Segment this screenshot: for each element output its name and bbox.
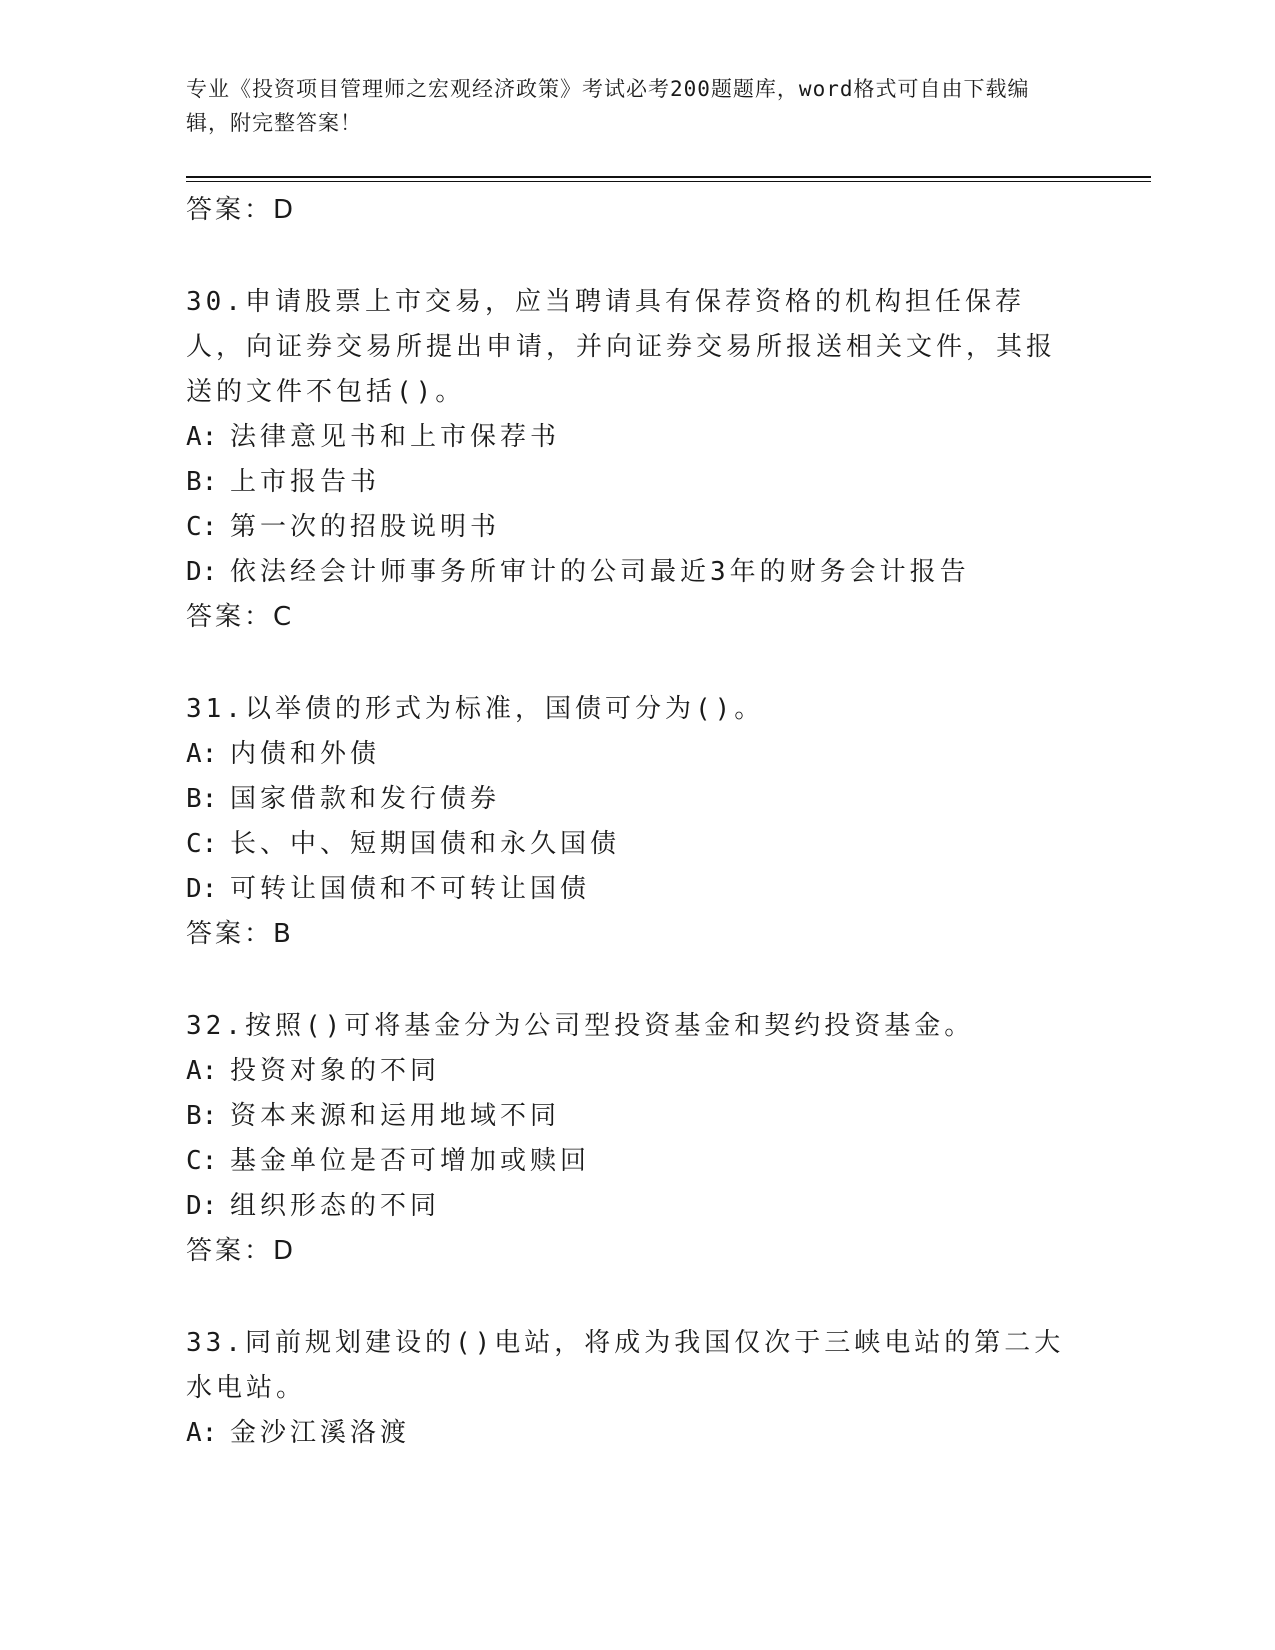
header-divider (186, 176, 1151, 182)
answer-label: 答案：D (186, 195, 297, 225)
option-a (186, 415, 1066, 460)
question-text: 30.申请股票上市交易，应当聘请具有保荐资格的机构担任保荐人，向证券交易所提出申请，并向证券交易所报送相关文件，其报送的文件不包括()。 (186, 287, 1057, 407)
document-title: 专业《投资项目管理师之宏观经济政策》考试必考200题题库，word格式可自由下载编辑，附完整答案！ (186, 77, 1030, 135)
option-text: 国家借款和发行债券 (230, 784, 501, 814)
option-text: 金沙江溪洛渡 (230, 1418, 411, 1448)
option-letter: C: (186, 1146, 218, 1176)
option-c (186, 505, 1066, 550)
option-letter: A: (186, 739, 218, 769)
option-b (186, 777, 1066, 822)
option-d (186, 1184, 1066, 1229)
option-letter: B: (186, 467, 218, 497)
option-letter: C: (186, 512, 218, 542)
option-text: 法律意见书和上市保荐书 (230, 422, 561, 452)
option-b (186, 460, 1066, 505)
option-letter: D: (186, 1191, 218, 1221)
question-block (186, 280, 1066, 640)
option-text: 组织形态的不同 (230, 1191, 441, 1221)
option-letter: B: (186, 1101, 218, 1131)
option-letter: A: (186, 1056, 218, 1086)
option-letter: D: (186, 874, 218, 904)
option-d (186, 867, 1066, 912)
answer-label: 答案：C (186, 602, 295, 632)
question-text: 32.按照()可将基金分为公司型投资基金和契约投资基金。 (186, 1011, 975, 1041)
option-letter: D: (186, 557, 218, 587)
option-c (186, 822, 1066, 867)
option-text: 第一次的招股说明书 (230, 512, 501, 542)
question-text: 31.以举债的形式为标准，国债可分为()。 (186, 694, 765, 724)
option-letter: A: (186, 422, 218, 452)
option-letter: B: (186, 784, 218, 814)
question-block (186, 1004, 1066, 1274)
answer-label: 答案：D (186, 1236, 297, 1266)
option-d (186, 550, 1066, 595)
option-text: 可转让国债和不可转让国债 (230, 874, 591, 904)
option-text: 基金单位是否可增加或赎回 (230, 1146, 591, 1176)
page-header (186, 72, 1066, 140)
option-text: 资本来源和运用地域不同 (230, 1101, 561, 1131)
option-c (186, 1139, 1066, 1184)
option-text: 投资对象的不同 (230, 1056, 441, 1086)
answer-label: 答案：B (186, 919, 294, 949)
option-letter: A: (186, 1418, 218, 1448)
option-text: 上市报告书 (230, 467, 381, 497)
option-letter: C: (186, 829, 218, 859)
question-content (186, 188, 1066, 1456)
option-a (186, 1049, 1066, 1094)
question-block (186, 1321, 1066, 1456)
option-text: 长、中、短期国债和永久国债 (230, 829, 621, 859)
option-a (186, 1411, 1066, 1456)
question-text: 33.同前规划建设的()电站，将成为我国仅次于三峡电站的第二大水电站。 (186, 1328, 1065, 1403)
question-block (186, 687, 1066, 957)
option-b (186, 1094, 1066, 1139)
option-a (186, 732, 1066, 777)
option-text: 依法经会计师事务所审计的公司最近3年的财务会计报告 (230, 557, 970, 587)
option-text: 内债和外债 (230, 739, 381, 769)
